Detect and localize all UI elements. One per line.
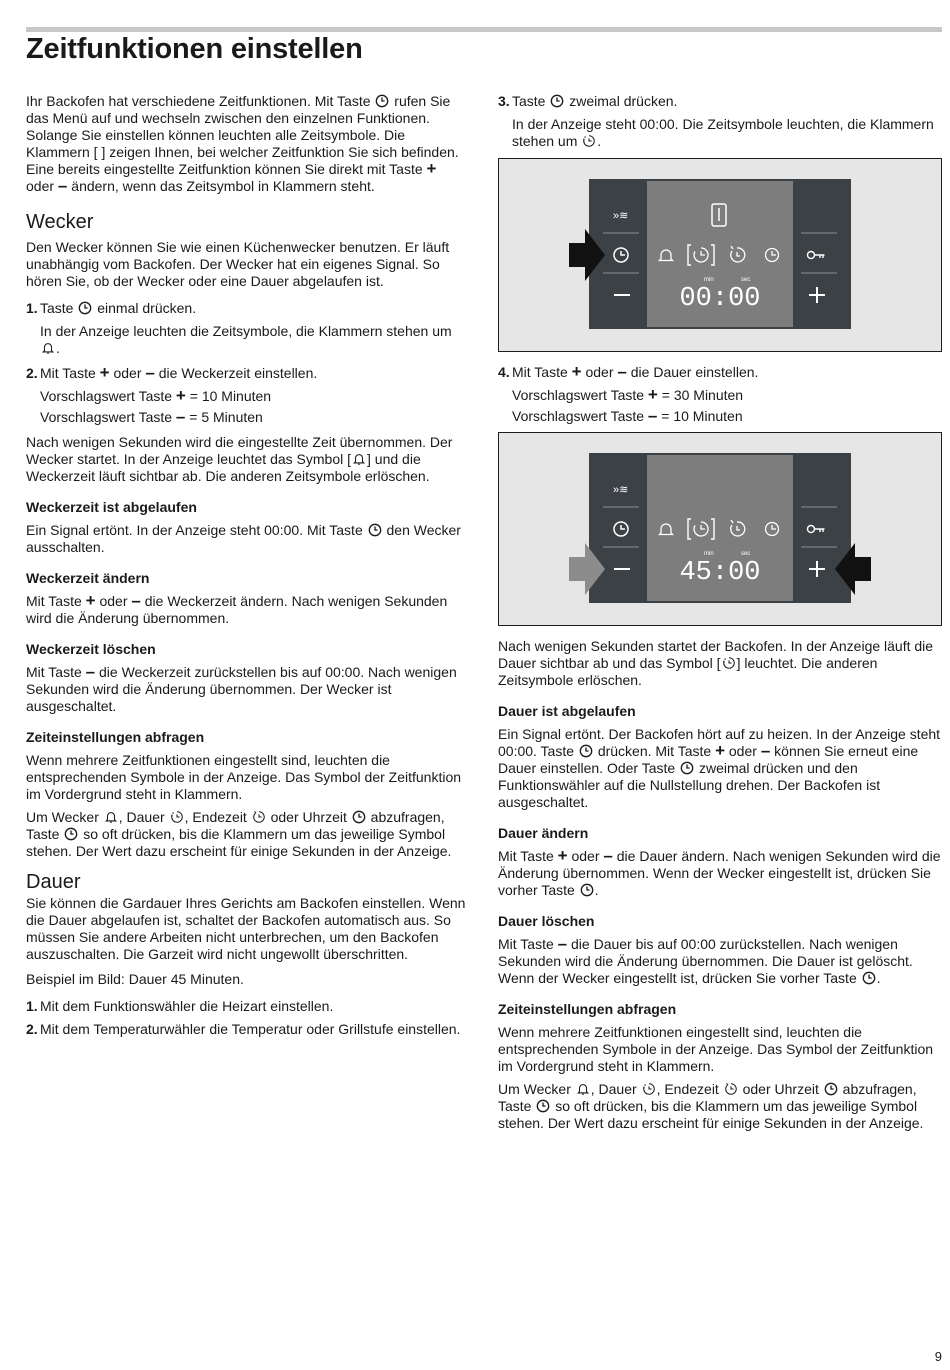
wecker-step-1-note: In der Anzeige leuchten die Zeitsymbole, die Klammern stehen um . (40, 323, 452, 356)
bell-icon (41, 341, 55, 355)
dauer-default-plus: Vorschlagswert Taste + = 30 Minuten (512, 385, 744, 404)
clock-icon (580, 883, 594, 897)
plus-icon: + (571, 362, 582, 381)
min-label: min (704, 277, 714, 283)
minus-icon: – (617, 362, 627, 381)
clock-icon (375, 94, 389, 108)
clock-icon (352, 810, 366, 824)
minus-icon: – (57, 176, 68, 195)
clock-icon (824, 1082, 838, 1096)
bell-icon (576, 1082, 590, 1096)
dauer-loeschen-heading: Dauer löschen (498, 913, 595, 929)
bell-icon (352, 452, 366, 466)
dauer-default-minus: Vorschlagswert Taste – = 10 Minuten (512, 406, 743, 425)
dauer-loeschen-text: Mit Taste – die Dauer bis auf 00:00 zurückstellen. Nach wenigen Sekunden wird die Änderung übernommen. Die Dauer ist gelöscht. Wenn der Wecker eingestellt ist, drücken Sie vorher Taste . (498, 934, 913, 986)
dauer-abfragen-text-1: Wenn mehrere Zeitfunktionen eingestellt sind, leuchten die entsprechenden Symbole in der Anzeige. Das Symbol der Zeitfunktion im Vordergrund steht in Klammern. (498, 1024, 934, 1074)
min-label: min (704, 551, 714, 557)
clock-icon (64, 827, 78, 841)
minus-icon: – (647, 406, 658, 425)
endtime-icon (724, 1082, 738, 1096)
zeiteinstellungen-abfragen-text-1: Wenn mehrere Zeitfunktionen eingestellt sind, leuchten die entsprechenden Symbole in der Anzeige. Das Symbol der Zeitfunktion im Vordergrund steht in Klammern. (26, 752, 462, 802)
minus-icon: – (760, 741, 771, 760)
right-column-lower (498, 638, 942, 1138)
plus-icon: + (99, 363, 110, 382)
dauer-abfragen-text-2: Um Wecker , Dauer , Endezeit oder Uhrzeit abzufragen, Taste so oft drücken, bis die Klammern um das jeweilige Symbol stehen. Der Wert dazu erscheint für einige Sekunden in der Anzeige. (498, 1081, 924, 1131)
plus-icon: + (715, 741, 725, 760)
wecker-after-steps: Nach wenigen Sekunden wird die eingestellte Zeit übernommen. Der Wecker startet. In der Anzeige leuchtet das Symbol [ ] und die Weckerzeit läuft sichtbar ab. Die anderen Zeitsymbole erlöschen. (26, 434, 453, 484)
wecker-intro: Den Wecker können Sie wie einen Küchenwecker benutzen. Er läuft unabhängig vom Backofen. Der Wecker hat ein eigenes Signal. So hören Sie, ob der Wecker oder eine Dauer abgelaufen ist. (26, 239, 450, 289)
dauer-step-3: 3. Taste zweimal drücken. (498, 93, 678, 109)
plus-icon: + (557, 846, 568, 865)
sec-label: sec (741, 551, 751, 557)
clock-icon (536, 1099, 550, 1113)
clock-icon (550, 94, 564, 108)
minus-icon: – (85, 662, 96, 681)
clock-icon (680, 761, 694, 775)
dauer-example: Beispiel im Bild: Dauer 45 Minuten. (26, 971, 244, 987)
dauer-step-4: 4. Mit Taste + oder – die Dauer einstellen. (498, 362, 759, 381)
right-column-step-4 (498, 364, 942, 429)
weckerzeit-loeschen-text: Mit Taste – die Weckerzeit zurückstellen bis auf 00:00. Nach wenigen Sekunden wird die Änderung übernommen. Der Wecker ist ausgeschaltet. (26, 662, 457, 714)
wecker-step-1: 1. Taste einmal drücken. (26, 300, 197, 316)
display-time: 00:00 (679, 284, 761, 314)
clock-icon (579, 744, 593, 758)
dauer-abgelaufen-text: Ein Signal ertönt. Der Backofen hört auf zu heizen. In der Anzeige steht 00:00. Taste drücken. Mit Taste + oder – können Sie erneut eine Dauer einstellen. Oder Taste zweimal drücken und den Funktionswähler auf die Nullstellung drehen. Der Backofen ist ausgeschaltet. (498, 726, 941, 810)
dauer-abgelaufen-heading: Dauer ist abgelaufen (498, 703, 636, 719)
intro-paragraph: Ihr Backofen hat verschiedene Zeitfunktionen. Mit Taste rufen Sie das Menü auf und wechseln zwischen den einzelnen Funktionen. Solange Sie einstellen können leuchten alle Zeitsymbole. Die Klammern [ ] zeigen Ihnen, bei welcher Zeitfunktion Sie sich befinden. Eine bereits eingestellte Zeitfunktion können Sie direkt mit Taste + oder – ändern, wenn das Zeitsymbol in Klammern steht. (26, 93, 459, 195)
dauer-abfragen-heading: Zeiteinstellungen abfragen (498, 1001, 677, 1017)
clock-icon (368, 523, 382, 537)
dauer-step-2: 2. Mit dem Temperaturwähler die Temperatur oder Grillstufe einstellen. (26, 1021, 461, 1037)
top-rule (26, 27, 942, 32)
dauer-heading: Dauer (26, 871, 81, 893)
weckerzeit-abgelaufen-text: Ein Signal ertönt. In der Anzeige steht 00:00. Mit Taste den Wecker ausschalten. (26, 522, 461, 555)
weckerzeit-aendern-heading: Weckerzeit ändern (26, 570, 150, 586)
duration-icon (642, 1082, 656, 1096)
duration-icon (170, 810, 184, 824)
page-title: Zeitfunktionen einstellen (26, 33, 363, 65)
right-column (498, 93, 942, 154)
endtime-icon (252, 810, 266, 824)
steam-icon: »≋ (613, 210, 629, 222)
weckerzeit-loeschen-heading: Weckerzeit löschen (26, 641, 156, 657)
plus-icon: + (647, 385, 658, 404)
dauer-step-1: 1. Mit dem Funktionswähler die Heizart einstellen. (26, 998, 334, 1014)
sec-label: sec (741, 277, 751, 283)
wecker-heading: Wecker (26, 211, 94, 233)
clock-icon (78, 301, 92, 315)
wecker-step-2: 2. Mit Taste + oder – die Weckerzeit einstellen. (26, 363, 318, 382)
page-number: 9 (934, 1349, 942, 1364)
wecker-default-minus: Vorschlagswert Taste – = 5 Minuten (40, 407, 263, 426)
weckerzeit-aendern-text: Mit Taste + oder – die Weckerzeit ändern. Nach wenigen Sekunden wird die Änderung übernommen. (26, 591, 448, 626)
minus-icon: – (557, 934, 568, 953)
plus-icon: + (85, 591, 96, 610)
display-time: 45:00 (679, 558, 761, 588)
weckerzeit-abgelaufen-heading: Weckerzeit ist abgelaufen (26, 499, 197, 515)
zeiteinstellungen-abfragen-heading: Zeiteinstellungen abfragen (26, 729, 205, 745)
wecker-default-plus: Vorschlagswert Taste + = 10 Minuten (40, 386, 272, 405)
control-panel-figure-1 (498, 158, 942, 352)
minus-icon: – (175, 407, 186, 426)
minus-icon: – (603, 846, 613, 865)
dauer-intro: Sie können die Gardauer Ihres Gerichts am Backofen einstellen. Wenn die Dauer abgelaufen ist, schaltet der Backofen automatisch aus. So müssen Sie andere Arbeiten nicht unterbrechen, um den Backofen auszuschalten. Die Garzeit wird nicht ungewollt überschritten. (26, 895, 466, 962)
control-panel-figure-2 (498, 432, 942, 626)
left-column (26, 93, 466, 1044)
plus-icon: + (175, 386, 186, 405)
dauer-aendern-text: Mit Taste + oder – die Dauer ändern. Nach wenigen Sekunden wird die Änderung übernommen. Wenn der Wecker eingestellt ist, drücken Sie vorher Taste . (498, 846, 941, 898)
dauer-step-3-note: In der Anzeige steht 00:00. Die Zeitsymbole leuchten, die Klammern stehen um . (512, 116, 934, 149)
plus-icon: + (426, 159, 437, 178)
minus-icon: – (145, 363, 155, 382)
dauer-aendern-heading: Dauer ändern (498, 825, 589, 841)
minus-icon: – (131, 591, 141, 610)
steam-icon: »≋ (613, 484, 629, 496)
dauer-after-text: Nach wenigen Sekunden startet der Backofen. In der Anzeige läuft die Dauer sichtbar ab und das Symbol [ ] leuchtet. Die anderen Zeitsymbole erlöschen. (498, 638, 934, 688)
bell-icon (104, 810, 118, 824)
duration-icon (582, 134, 596, 148)
clock-icon (862, 971, 876, 985)
zeiteinstellungen-abfragen-text-2: Um Wecker , Dauer , Endezeit oder Uhrzeit abzufragen, Taste so oft drücken, bis die Klammern um das jeweilige Symbol stehen. Der Wert dazu erscheint für einige Sekunden in der Anzeige. (26, 809, 452, 859)
duration-icon (722, 656, 736, 670)
